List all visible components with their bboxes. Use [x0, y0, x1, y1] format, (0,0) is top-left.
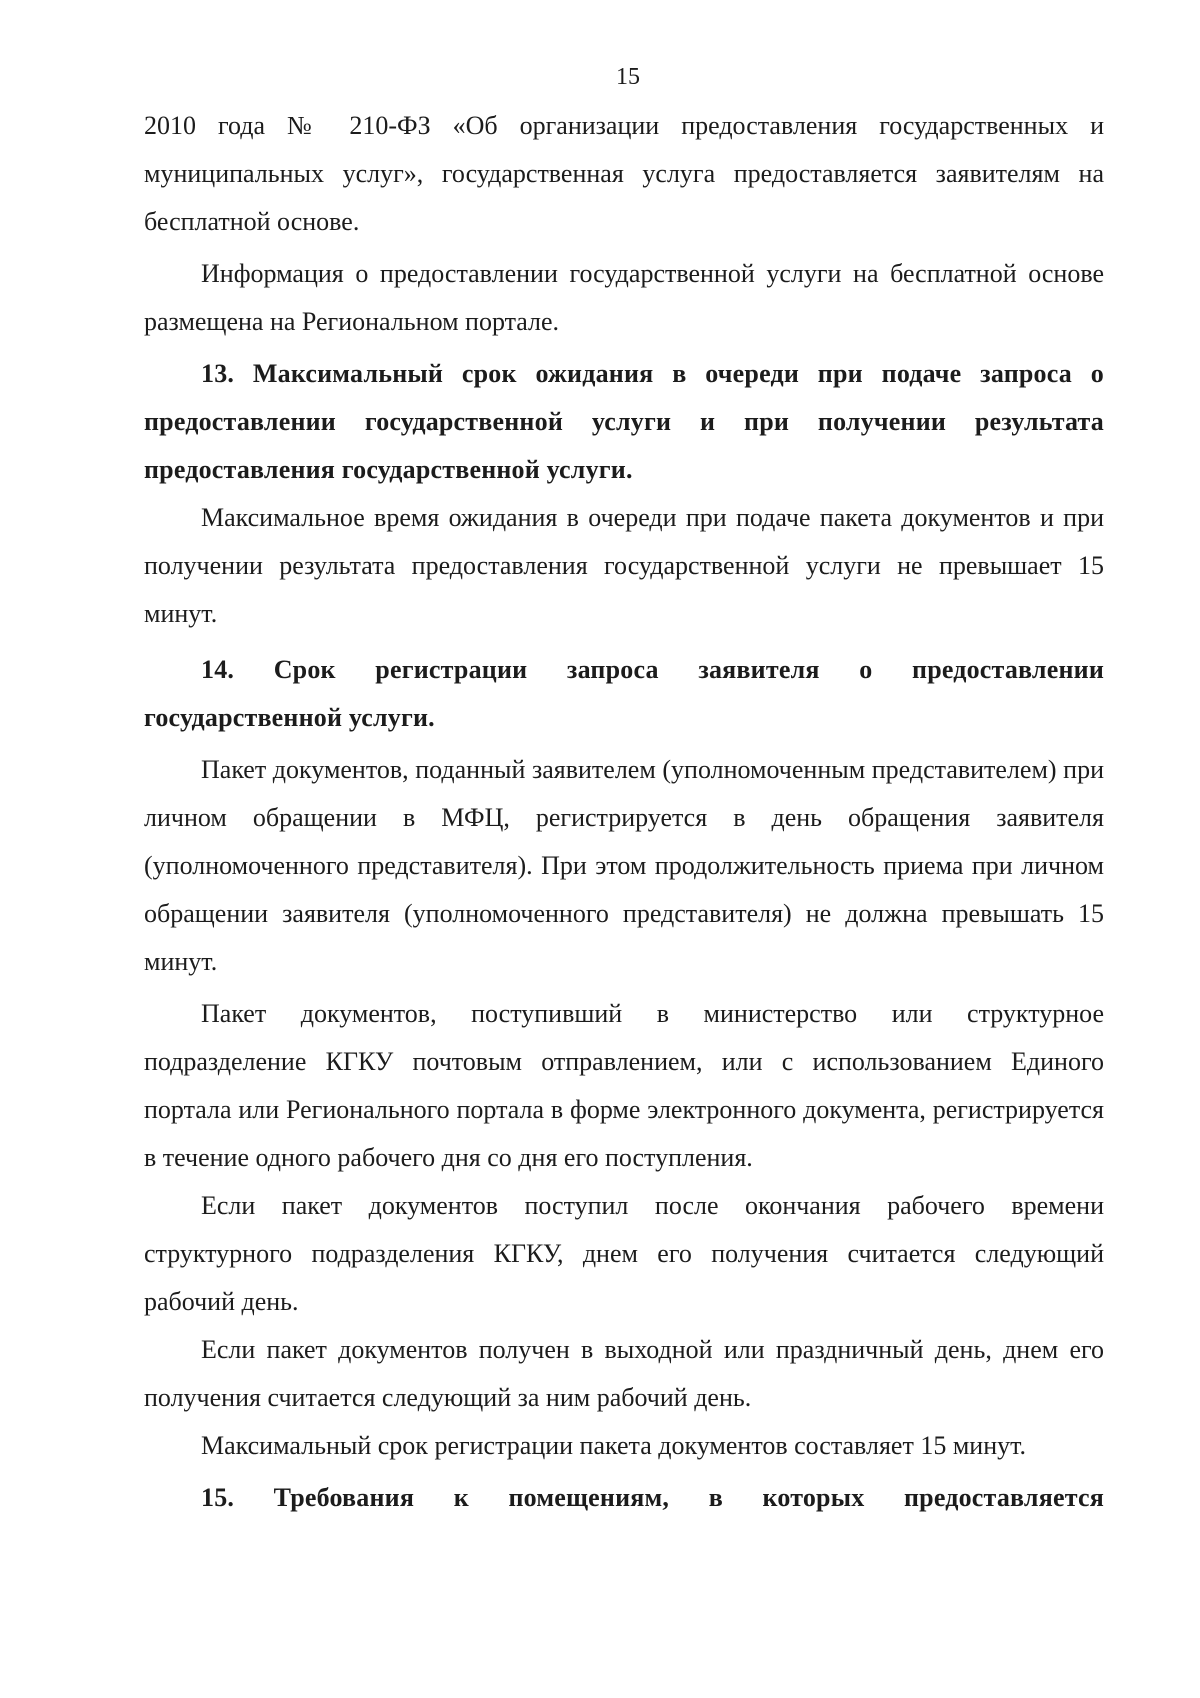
section-heading-13: 13. Максимальный срок ожидания в очереди при подаче запроса о предоставлении государственной услуги и при получении результата предоставления государственной услуги.	[144, 359, 1104, 484]
paragraph-max-registration: Максимальный срок регистрации пакета документов составляет 15 минут.	[201, 1431, 1027, 1460]
paragraph-after-hours: Если пакет документов поступил после окончания рабочего времени структурного подразделения КГКУ, днем его получения считается следующий рабочий день.	[144, 1191, 1104, 1316]
paragraph-free-info: Информация о предоставлении государственной услуги на бесплатной основе размещена на Региональном портале.	[144, 259, 1104, 336]
paragraph-mfc-registration: Пакет документов, поданный заявителем (уполномоченным представителем) при личном обращении в МФЦ, регистрируется в день обращения заявителя (уполномоченного представителя). При этом продолжительность приема при личном обращении заявителя (уполномоченного представителя) не должна превышать 15 минут.	[144, 755, 1104, 976]
section-heading-14: 14. Срок регистрации запроса заявителя о предоставлении государственной услуги.	[144, 655, 1104, 732]
section-heading-15: 15. Требования к помещениям, в которых предоставляется	[201, 1483, 1104, 1512]
paragraph-holiday: Если пакет документов получен в выходной или праздничный день, днем его получения считается следующий за ним рабочий день.	[144, 1335, 1104, 1412]
paragraph-fee-basis: 2010 года № 210-ФЗ «Об организации предоставления государственных и муниципальных услуг», государственная услуга предоставляется заявителям на бесплатной основе.	[144, 111, 1104, 236]
paragraph-postal-registration: Пакет документов, поступивший в министерство или структурное подразделение КГКУ почтовым отправлением, или с использованием Единого портала или Регионального портала в форме электронного документа, регистрируется в течение одного рабочего дня со дня его поступления.	[144, 999, 1104, 1172]
document-body	[144, 102, 1104, 1522]
page-number: 15	[616, 64, 640, 90]
paragraph-queue-time: Максимальное время ожидания в очереди при подаче пакета документов и при получении результата предоставления государственной услуги не превышает 15 минут.	[144, 503, 1104, 628]
